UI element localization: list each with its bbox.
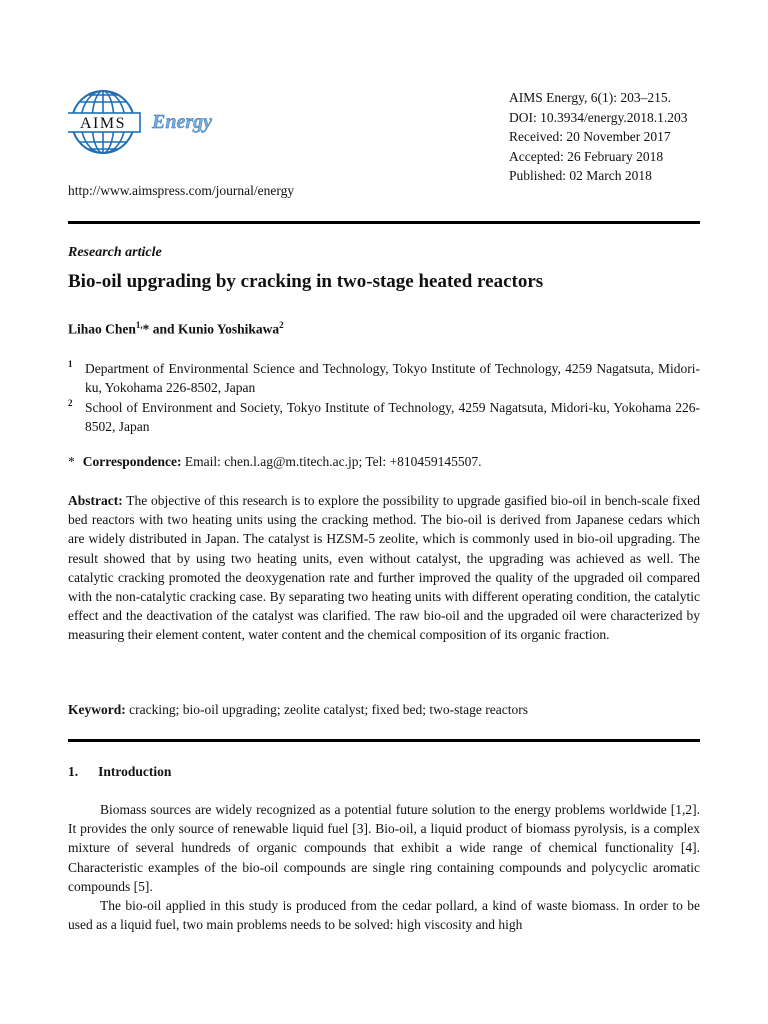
keywords-text: cracking; bio-oil upgrading; zeolite catalyst; fixed bed; two-stage reactors — [125, 702, 528, 717]
paragraph: The bio-oil applied in this study is produced from the cedar pollard, a kind of waste biomass. In order to be used as a liquid fuel, two main problems needs to be solved: high viscosity and high — [68, 898, 700, 933]
author-list — [68, 320, 284, 338]
published-date: Published: 02 March 2018 — [509, 168, 652, 183]
affiliation-number: 1 — [68, 359, 73, 369]
keywords-label: Keyword: — [68, 702, 126, 717]
doi: DOI: 10.3934/energy.2018.1.203 — [509, 109, 688, 125]
abstract-label: Abstract: — [68, 493, 123, 508]
affiliation-text: Department of Environmental Science and Technology, Tokyo Institute of Technology, 4259 Nagatsuta, Midori-ku, Yokohama 226-8502, Japan — [85, 361, 700, 395]
article-title: Bio-oil upgrading by cracking in two-stage heated reactors — [68, 271, 544, 292]
logo-word: Energy — [152, 111, 212, 133]
section-number: 1. — [68, 764, 79, 779]
abstract — [68, 491, 700, 645]
affiliation-number: 2 — [68, 398, 73, 408]
logo-text: AIMS — [79, 115, 127, 132]
received-date: Received: 20 November 2017 — [509, 129, 671, 144]
journal-info — [509, 88, 687, 186]
section-heading — [68, 764, 171, 780]
globe-logo-icon — [68, 88, 228, 158]
bottom-divider — [68, 739, 700, 742]
correspondence-star: * — [68, 454, 75, 469]
author-name: Kunio Yoshikawa — [177, 321, 280, 337]
citation: AIMS Energy, 6(1): 203–215. — [509, 90, 671, 105]
affiliation — [68, 398, 700, 436]
top-divider — [68, 221, 700, 224]
article-type: Research article — [68, 245, 162, 260]
correspondence-label: Correspondence: — [82, 454, 182, 469]
abstract-text: The objective of this research is to explore the possibility to upgrade gasified bio-oil in bench-scale fixed bed reactors with two heating units using the cracking method. The bio-oil is derived from Japanese cedars which are widely distributed in Japan. The catalyst is HZSM-5 zeolite, which is commonly used in bio-oil upgrading. The result showed that by using two heating units, even without catalyst, the upgrading was achieved as well. The catalytic cracking promoted the deoxygenation rate and further improved the quality of the upgraded oil compared with the non-catalytic cracking case. By separating two heating units with different operating condition, the catalytic effect and the deactivation of the catalyst was clarified. The raw bio-oil and the upgraded oil were characterized by measuring their element content, water content and the chemical composition of its organic fraction. — [68, 493, 700, 643]
section-title: Introduction — [98, 764, 172, 779]
author-and: and — [149, 321, 178, 337]
keywords — [68, 702, 528, 718]
author-name: Lihao Chen — [68, 321, 136, 337]
accepted-date: Accepted: 26 February 2018 — [509, 148, 664, 164]
journal-logo — [68, 88, 228, 158]
paragraph: Biomass sources are widely recognized as a potential future solution to the energy problems worldwide [1,2]. It provides the only source of renewable liquid fuel [3]. Bio-oil, a liquid product of biomass pyrolysis, is a complex mixture of several hundreds of organic compounds that exhibit a wide range of chemical functionality [4]. Characteristic examples of the bio-oil compounds are single ring containing compounds and polycyclic aromatic compounds [5]. — [68, 802, 700, 894]
author-affil-sup: 1, — [135, 320, 143, 330]
journal-url-link[interactable]: http://www.aimspress.com/journal/energy — [68, 183, 295, 198]
author-affil-sup: 2 — [279, 320, 284, 330]
affiliation-text: School of Environment and Society, Tokyo Institute of Technology, 4259 Nagatsuta, Midori-ku, Yokohama 226-8502, Japan — [85, 400, 700, 434]
affiliation — [68, 359, 700, 397]
correspondence-text: Email: chen.l.ag@m.titech.ac.jp; Tel: +810459145507. — [181, 454, 482, 469]
corresponding-mark: * — [142, 321, 150, 337]
correspondence — [68, 454, 482, 470]
section-body — [68, 800, 700, 934]
